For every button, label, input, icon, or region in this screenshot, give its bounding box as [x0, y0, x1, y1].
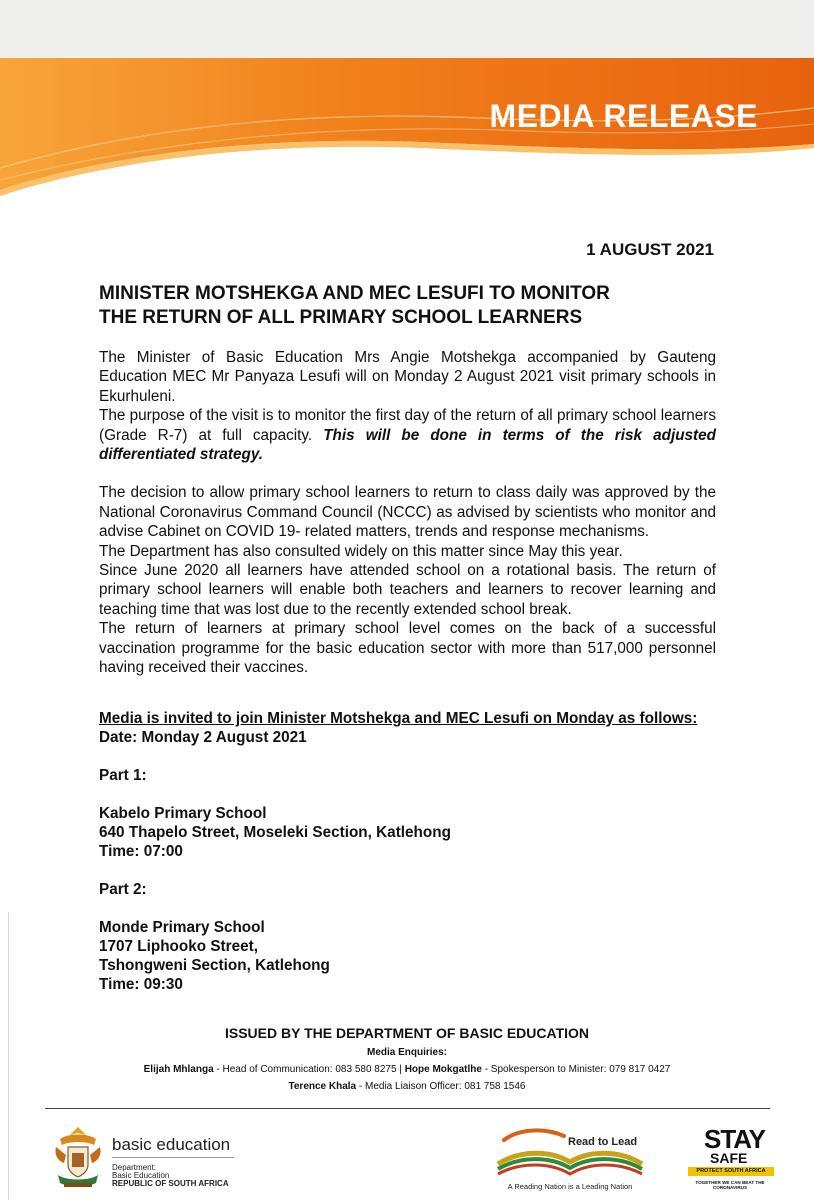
dept-line-2: Basic Education: [112, 1171, 170, 1180]
media-enquiries-label: Media Enquiries:: [366, 1047, 447, 1058]
invite-heading: Media is invited to join Minister Motshekga and MEC Lesufi on Monday as follows:: [99, 710, 698, 727]
stay-safe-logo: [680, 1122, 780, 1192]
paragraph-gap: [99, 464, 716, 483]
basic-education-logo: [50, 1125, 250, 1190]
paragraph-decision: The decision to allow primary school learners to return to class daily was approved by the National Coronavirus Command Council (NCCC) as advised by scientists who monitor and advise Cabinet on COVID 19- related matters, trends and response mechanisms.: [99, 484, 716, 541]
safe-text: SAFE: [710, 1150, 748, 1166]
banner-title: MEDIA RELEASE: [489, 98, 758, 134]
dept-name: basic education: [112, 1135, 231, 1154]
part1-school: Kabelo Primary School: [99, 805, 267, 822]
contact-2-role: - Spokesperson to Minister: 079 817 0427: [481, 1064, 671, 1075]
contact-3-name: Terence Khala: [288, 1081, 357, 1092]
dept-rule: [112, 1157, 234, 1158]
paragraph-purpose: [99, 406, 716, 464]
headline: [99, 282, 719, 330]
coat-of-arms-icon: [50, 1125, 106, 1189]
info-gap: [99, 747, 716, 766]
together-tagline: TOGETHER WE CAN BEAT THE CORONAVIRUS: [695, 1180, 765, 1190]
page-edge-shadow: [0, 912, 9, 1200]
paragraph-visit: The Minister of Basic Education Mrs Angie Motshekga accompanied by Gauteng Education MEC Mr Panyaza Lesufi will on Monday 2 August 2021 visit primary schools in Ekurhuleni.: [99, 349, 716, 405]
release-date: 1 AUGUST 2021: [586, 240, 714, 259]
info-gap: [99, 861, 716, 880]
headline-line-2: THE RETURN OF ALL PRIMARY SCHOOL LEARNERS: [99, 307, 583, 328]
dept-line-1: Department:: [112, 1163, 157, 1172]
purpose-emphasis: This will be done in terms of the risk adjusted differentiated strategy.: [99, 426, 716, 464]
part2-time: Time: 09:30: [99, 976, 183, 993]
media-invite: [99, 709, 716, 994]
issued-by: ISSUED BY THE DEPARTMENT OF BASIC EDUCATION: [224, 1025, 590, 1041]
part2-school: Monde Primary School: [99, 919, 265, 936]
paragraph-vaccination: The return of learners at primary school level comes on the back of a successful vaccination programme for the basic education sector with more than 517,000 personnel having received their vaccines.: [99, 620, 716, 677]
contact-1-role: - Head of Communication: 083 580 8275 |: [213, 1064, 405, 1075]
part1-time: Time: 07:00: [99, 843, 183, 860]
release-body: [99, 348, 716, 678]
part2-address-line2: Tshongweni Section, Katlehong: [99, 957, 330, 974]
purpose-text: The purpose of the visit is to monitor the first day of the return of all primary school learners (Grade R-7) at full capacity.: [99, 407, 716, 444]
read-to-lead-title: Read to Lead: [568, 1136, 638, 1148]
contact-1-name: Elijah Mhlanga: [143, 1064, 214, 1075]
contacts-line-1: [0, 1064, 814, 1075]
protect-band: PROTECT SOUTH AFRICA: [688, 1167, 774, 1176]
read-to-lead-logo: [490, 1120, 650, 1195]
info-gap: [99, 785, 716, 804]
contacts-line-2: [0, 1081, 814, 1092]
paragraph-rotation: Since June 2020 all learners have attended school on a rotational basis. The return of primary school learners will enable both teachers and learners to recover learning and teaching time that was lost due to the recently extended school break.: [99, 562, 716, 618]
info-gap: [99, 899, 716, 918]
open-book-icon: [490, 1120, 650, 1180]
part1-label: Part 1:: [99, 767, 147, 784]
part2-address-line1: 1707 Liphooko Street,: [99, 938, 258, 955]
headline-line-1: MINISTER MOTSHEKGA AND MEC LESUFI TO MONITOR: [99, 283, 610, 304]
footer-divider: [45, 1108, 770, 1109]
part2-label: Part 2:: [99, 881, 147, 898]
stay-text: STAY: [704, 1124, 766, 1154]
paragraph-consulted: The Department has also consulted widely on this matter since May this year.: [99, 542, 623, 560]
dept-line-3: REPUBLIC OF SOUTH AFRICA: [112, 1179, 229, 1188]
top-gray-bar: [0, 0, 814, 61]
invite-date: Date: Monday 2 August 2021: [99, 729, 307, 746]
read-to-lead-tagline: A Reading Nation is a Leading Nation: [507, 1182, 633, 1191]
part1-address: 640 Thapelo Street, Moseleki Section, Katlehong: [99, 824, 451, 841]
contact-2-name: Hope Mokgatlhe: [404, 1064, 482, 1075]
contact-3-role: - Media Liaison Officer: 081 758 1546: [356, 1081, 526, 1092]
